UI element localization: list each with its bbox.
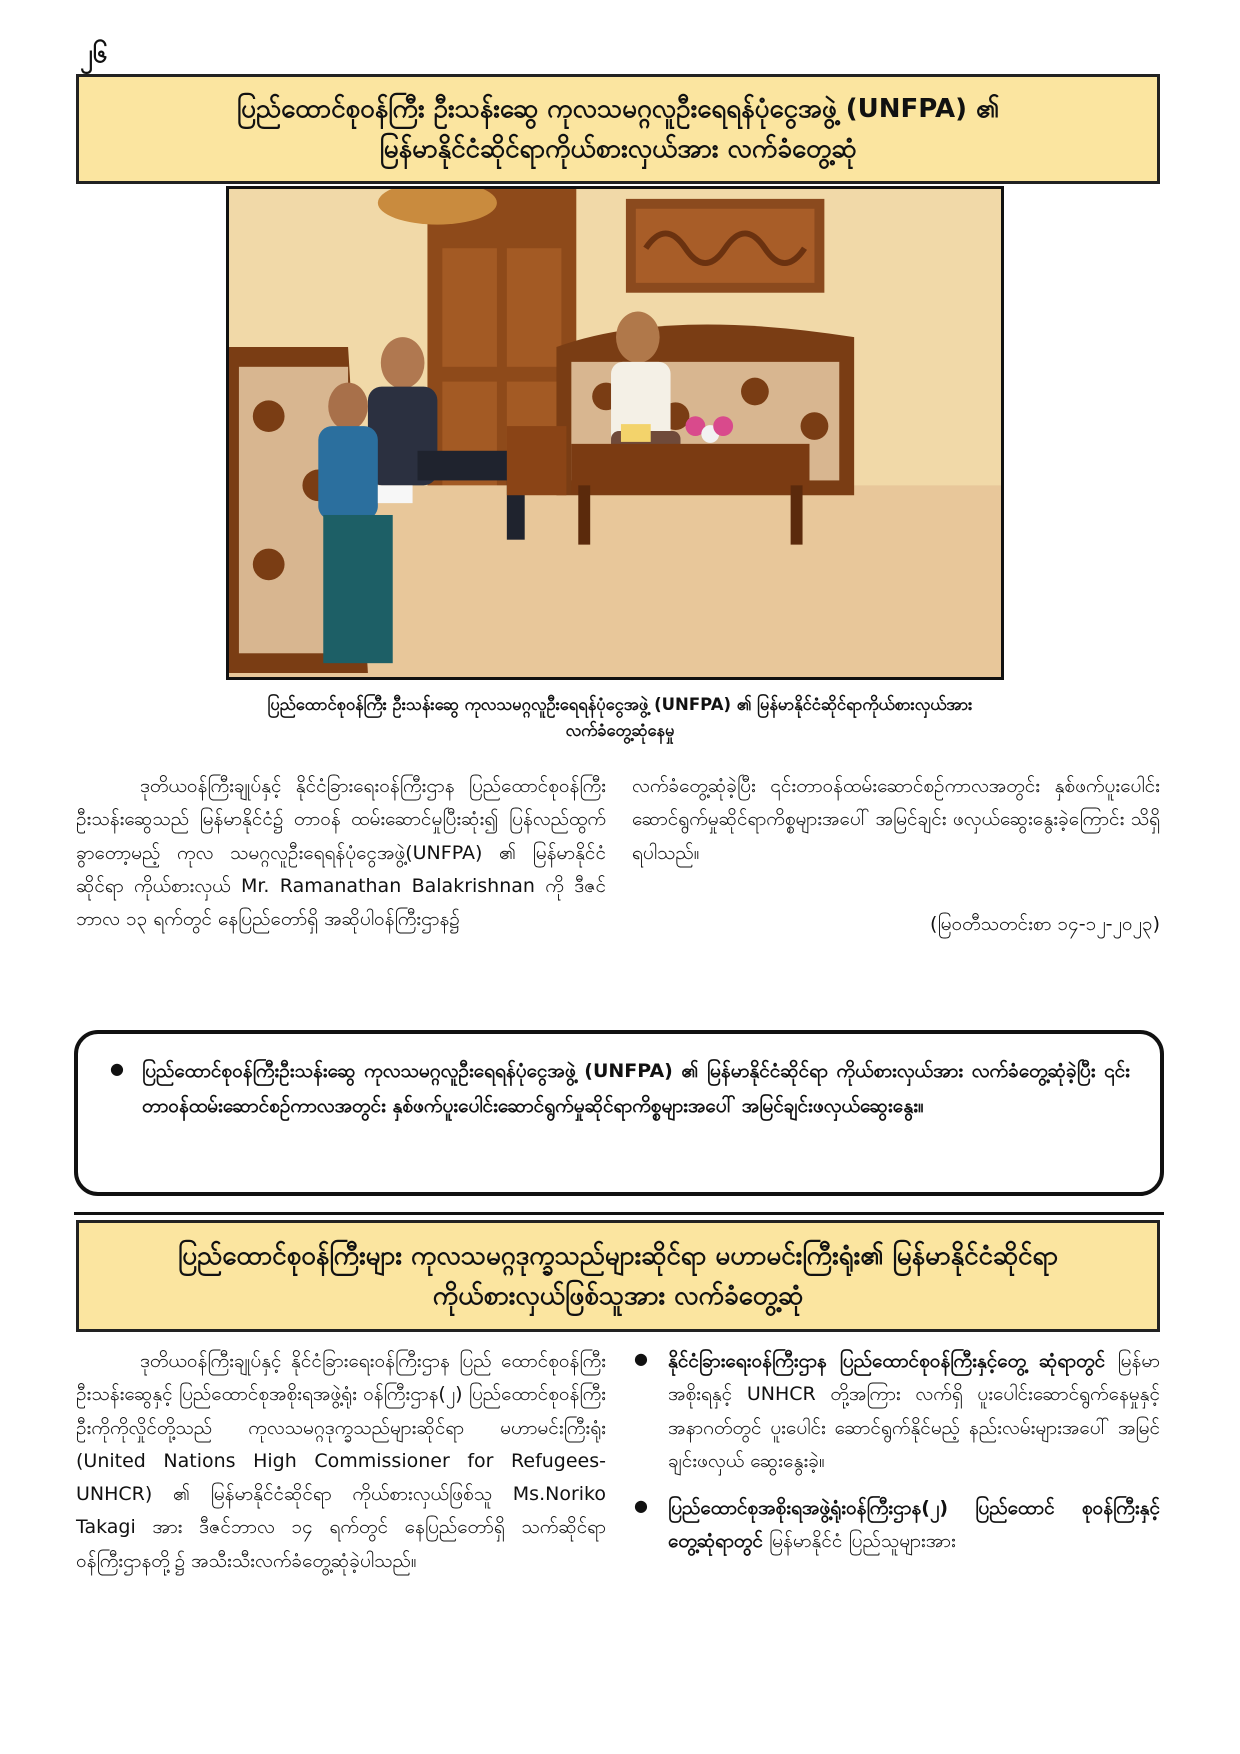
article1-title	[76, 74, 1160, 184]
article2-bullet-1-lead: နိုင်ငံခြားရေးဝန်ကြီးဌာန ပြည်ထောင်စုဝန်ကြီးနှင့်တွေ့ ဆုံရာတွင်	[668, 1350, 1106, 1372]
article2-bullet-1	[668, 1345, 1160, 1478]
article1-title-line-1: ပြည်ထောင်စုဝန်ကြီး ဦးသန်းဆွေ ကုလသမဂ္ဂလူဦးရေရန်ပုံငွေအဖွဲ့ (UNFPA) ၏	[236, 93, 1000, 124]
article2-title-line-1: ပြည်ထောင်စုဝန်ကြီးများ ကုလသမဂ္ဂဒုက္ခသည်များဆိုင်ရာ မဟာမင်းကြီးရုံး၏ မြန်မာနိုင်ငံဆိုင်ရာ	[177, 1240, 1059, 1271]
summary-bullet: ● ပြည်ထောင်စုဝန်ကြီးဦးသန်းဆွေ ကုလသမဂ္ဂလူဦးရေရန်ပုံငွေအဖွဲ့ (UNFPA) ၏ မြန်မာနိုင်ငံဆိုင်ရာ ကိုယ်စားလှယ်အား လက်ခံတွေ့ဆုံခဲ့ပြီး ၎င်းတာဝန်ထမ်းဆောင်စဉ်ကာလအတွင်း နှစ်ဖက်ပူးပေါင်းဆောင်ရွက်မှုဆိုင်ရာကိစ္စများအပေါ် အမြင်ချင်းဖလှယ်ဆွေးနွေး။	[142, 1054, 1130, 1124]
article2-title	[76, 1220, 1160, 1332]
article2-bullet-2	[668, 1492, 1160, 1559]
photo-caption-line-1: ပြည်ထောင်စုဝန်ကြီး ဦးသန်းဆွေ ကုလသမဂ္ဂလူဦးရေရန်ပုံငွေအဖွဲ့ (UNFPA) ၏ မြန်မာနိုင်ငံဆိုင်ရာကိုယ်စားလှယ်အား	[267, 695, 973, 714]
article2-bullet-2-text: မြန်မာနိုင်ငံ ပြည်သူများအား	[762, 1530, 956, 1553]
photo-caption	[140, 692, 1100, 743]
summary-list	[108, 1054, 1130, 1124]
article2-right-column	[632, 1345, 1160, 1573]
article2-title-line-2: ကိုယ်စားလှယ်ဖြစ်သူအား လက်ခံတွေ့ဆုံ	[432, 1281, 804, 1311]
article1-left-column	[76, 770, 606, 936]
photo-caption-line-2: လက်ခံတွေ့ဆုံနေမှု	[565, 720, 675, 740]
article1-right-paragraph: လက်ခံတွေ့ဆုံခဲ့ပြီး ၎င်းတာဝန်ထမ်းဆောင်စဉ်ကာလအတွင်း နှစ်ဖက်ပူးပေါင်းဆောင်ရွက်မှုဆိုင်ရာကိစ္စများအပေါ် အမြင်ချင်း ဖလှယ်ဆွေးနွေးခဲ့ကြောင်း သိရှိရပါသည်။	[632, 775, 1160, 864]
article2-left-column	[76, 1345, 606, 1578]
article2-left-paragraph: ဒုတိယဝန်ကြီးချုပ်နှင့် နိုင်ငံခြားရေးဝန်ကြီးဌာန ပြည် ထောင်စုဝန်ကြီး ဦးသန်းဆွေနှင့် ပြည်ထောင်စုအစိုးရအဖွဲ့ရုံး ဝန်ကြီးဌာန(၂) ပြည်ထောင်စုဝန်ကြီး ဦးကိုကိုလှိုင်တို့သည် ကုလသမဂ္ဂဒုက္ခသည်များဆိုင်ရာ မဟာမင်းကြီးရုံး (United Nations High Commissioner for Refugees-UNHCR) ၏ မြန်မာနိုင်ငံဆိုင်ရာ ကိုယ်စားလှယ်ဖြစ်သူ Ms.Noriko Takagi အား ဒီဇင်ဘာလ ၁၄ ရက်တွင် နေပြည်တော်ရှိ သက်ဆိုင်ရာ ဝန်ကြီးဌာနတို့၌ အသီးသီးလက်ခံတွေ့ဆုံခဲ့ပါသည်။	[76, 1350, 606, 1572]
article2-bullet-2-lead: ပြည်ထောင်စုအစိုးရအဖွဲ့ရုံးဝန်ကြီးဌာန(၂) ပြည်ထောင် စုဝန်ကြီးနှင့်တွေ့ဆုံရာတွင်	[668, 1497, 1160, 1553]
article2-bullet-1-text: မြန်မာအစိုးရနှင့် UNHCR တို့အကြား လက်ရှိ ပူးပေါင်းဆောင်ရွက်နေမှုနှင့် အနာဂတ်တွင် ပူးပေါင်း ဆောင်ရွက်နိုင်မည့် နည်းလမ်းများအပေါ် အမြင်ချင်းဖလှယ် ဆွေးနွေးခဲ့။	[668, 1350, 1160, 1472]
section-divider	[74, 1212, 1164, 1215]
summary-box	[74, 1030, 1164, 1196]
meeting-photo-illustration	[229, 189, 1001, 677]
meeting-photo	[226, 186, 1004, 680]
page-number: ၂၆	[80, 39, 108, 69]
article1-source: (မြဝတီသတင်းစာ ၁၄-၁၂-၂၀၂၃)	[930, 913, 1160, 935]
article1-title-line-2: မြန်မာနိုင်ငံဆိုင်ရာကိုယ်စားလှယ်အား လက်ခံတွေ့ဆုံ	[379, 134, 857, 164]
article1-right-column	[632, 770, 1160, 870]
article1-left-paragraph: ဒုတိယဝန်ကြီးချုပ်နှင့် နိုင်ငံခြားရေးဝန်ကြီးဌာန ပြည်ထောင်စုဝန်ကြီး ဦးသန်းဆွေသည် မြန်မာနိုင်ငံ၌ တာဝန် ထမ်းဆောင်မှုပြီးဆုံး၍ ပြန်လည်ထွက်ခွာတော့မည့် ကုလ သမဂ္ဂလူဦးရေရန်ပုံငွေအဖွဲ့(UNFPA) ၏ မြန်မာနိုင်ငံဆိုင်ရာ ကိုယ်စားလှယ် Mr. Ramanathan Balakrishnan ကို ဒီဇင် ဘာလ ၁၃ ရက်တွင် နေပြည်တော်ရှိ အဆိုပါဝန်ကြီးဌာန၌	[76, 775, 606, 930]
article2-bullet-list	[632, 1345, 1160, 1559]
